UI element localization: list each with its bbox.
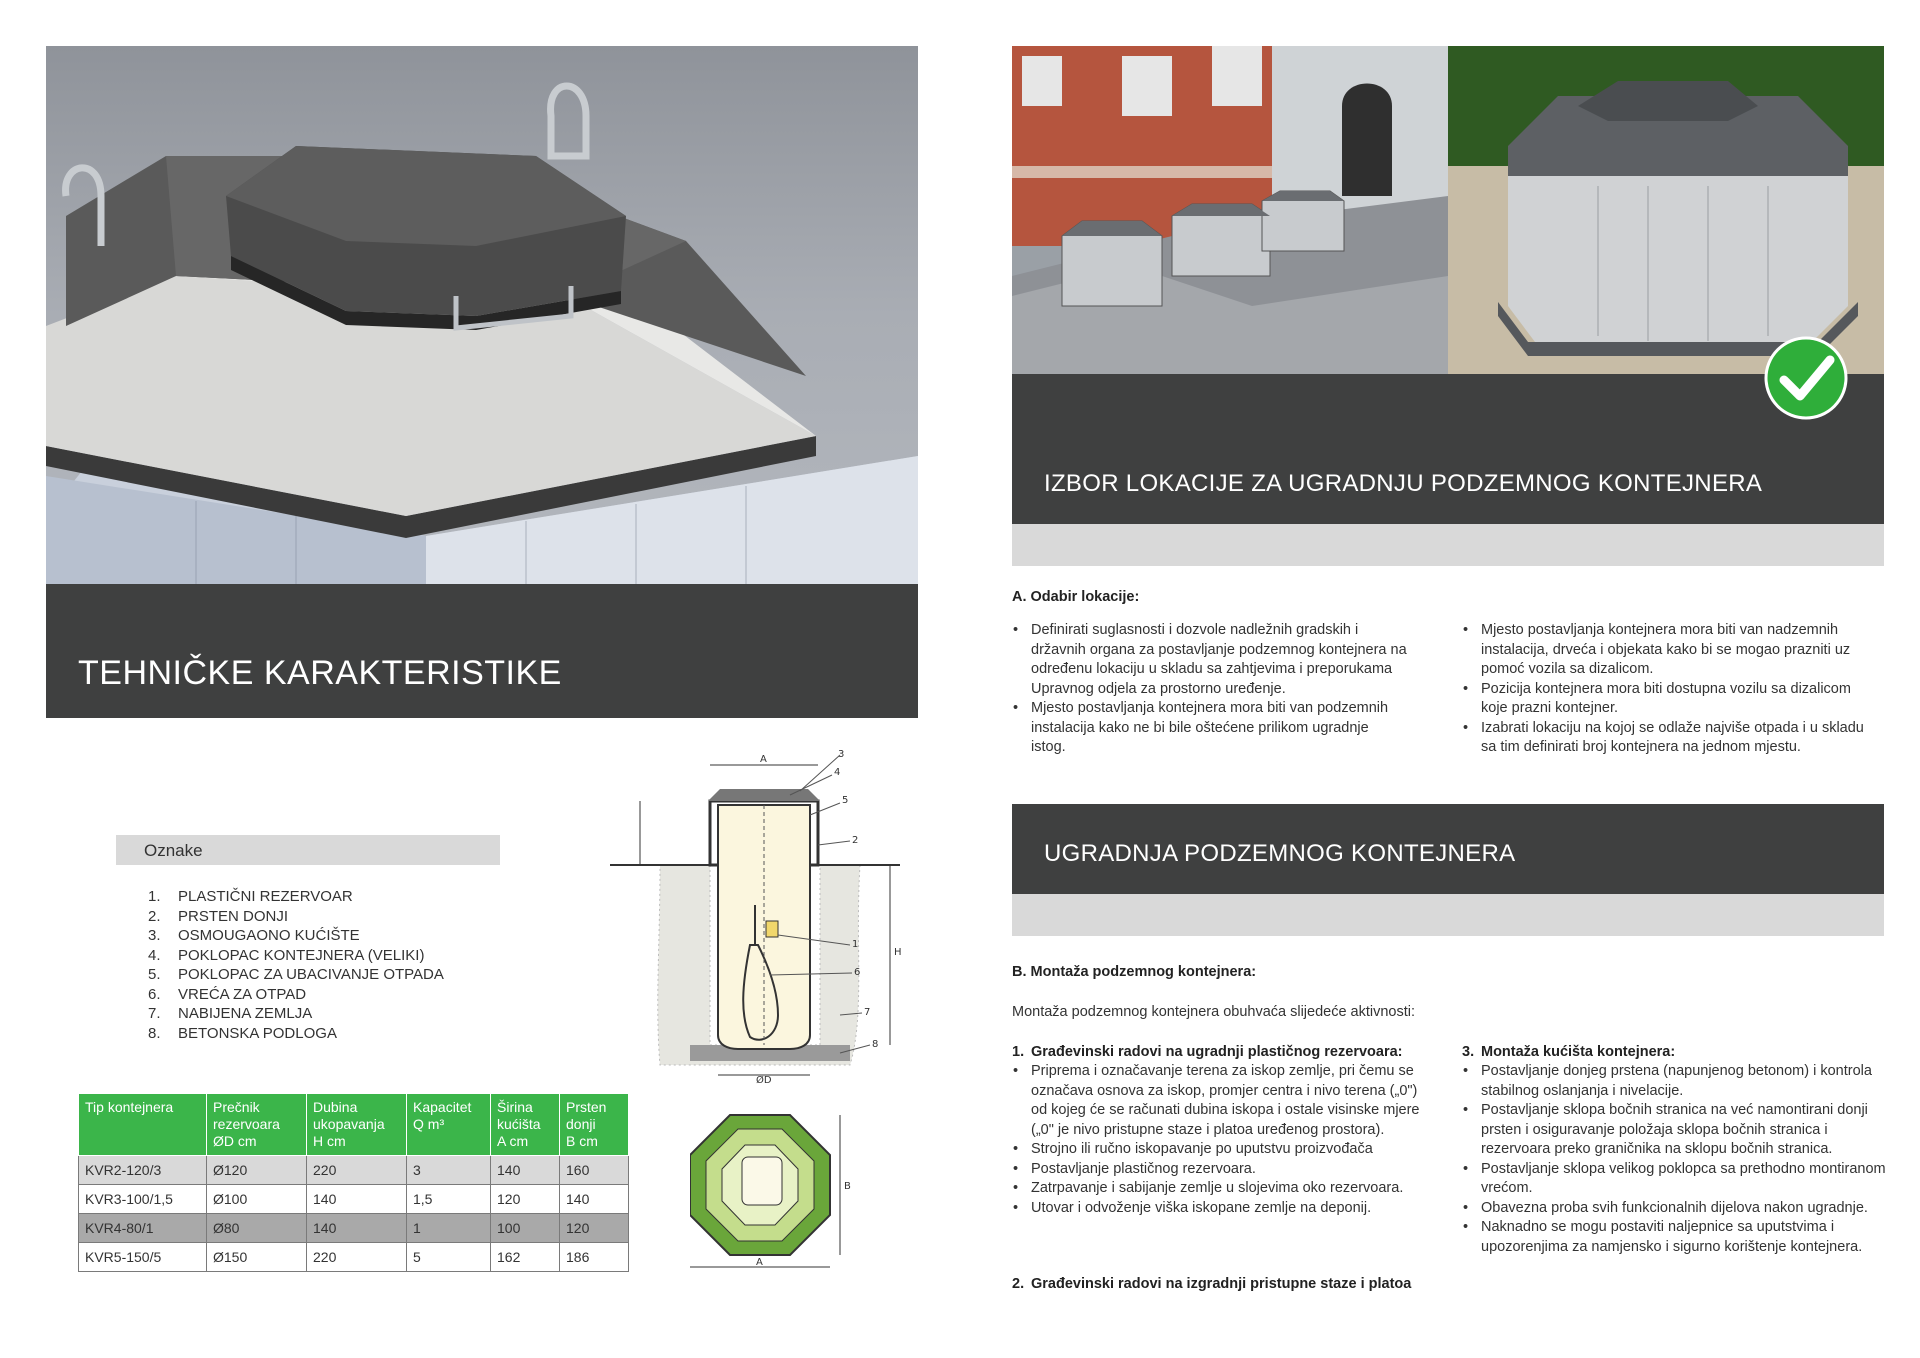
legend-heading-bar: [116, 835, 500, 865]
step-1-heading: 1. Građevinski radovi na ugradnji plastičnog rezervoara:: [1012, 1044, 1403, 1060]
list-item: • Obavezna proba svih funkcionalnih dijelova nakon ugradnje.: [1462, 1199, 1886, 1219]
list-item: • Zatrpavanje i sabijanje zemlje u slojevima oko rezervoara.: [1012, 1179, 1437, 1199]
title-band: [46, 584, 918, 718]
grey-bar: [1012, 894, 1884, 936]
section-b-intro: Montaža podzemnog kontejnera obuhvaća slijedeće aktivnosti:: [1012, 1004, 1416, 1020]
table-row: KVR3-100/1,5 Ø100 140 1,5 120 140: [79, 1185, 629, 1214]
dim-label: A: [756, 1257, 763, 1268]
legend-item: 7. NABIJENA ZEMLJA: [148, 1005, 313, 1022]
step-3-heading: 3. Montaža kućišta kontejnera:: [1462, 1044, 1676, 1060]
section-title-band: [1012, 374, 1884, 524]
legend-heading: Oznake: [144, 841, 203, 860]
list-item: • Postavljanje donjeg prstena (napunjenog betonom) i kontrola stabilnog oslanjanja i nivelacije.: [1462, 1062, 1886, 1101]
list-item: • Definirati suglasnosti i dozvole nadležnih gradskih i državnih organa za postavljanje podzemnog kontejnera na određenu lokaciju u skladu sa zahtjevima i preporukama Upravnog odjela za prostorno uređenje.: [1012, 621, 1407, 699]
street-containers-photo: [1012, 46, 1448, 374]
table-header: Širina kućišta A cm: [491, 1094, 560, 1156]
step-3-list: [1462, 1062, 1886, 1257]
container-render-photo: [46, 46, 918, 718]
table-header: Prečnik rezervoara ØD cm: [207, 1094, 307, 1156]
section-title-band: [1012, 804, 1884, 894]
list-item: • Postavljanje sklopa bočnih stranica na već namontirani donji prsten i osiguravanje položaja sklopa bočnih stranica i rezervoara preko graničnika na sklopu bočnih stranica.: [1462, 1101, 1886, 1160]
page-title: TEHNIČKE KARAKTERISTIKE: [78, 654, 562, 692]
section-b-heading: B. Montaža podzemnog kontejnera:: [1012, 964, 1257, 980]
dim-label: A: [760, 754, 767, 765]
list-item: • Mjesto postavljanja kontejnera mora biti van podzemnih instalacija kako ne bi bile oštećene prilikom ugradnje istog.: [1012, 699, 1407, 758]
checkmark-icon: [1764, 336, 1848, 420]
list-item: • Izabrati lokaciju na kojoj se odlaže najviše otpada i u skladu sa tim definirati broj kontejnera na jednom mjestu.: [1462, 719, 1872, 758]
table-row: KVR2-120/3 Ø120 220 3 140 160: [79, 1156, 629, 1185]
legend-item: 2. PRSTEN DONJI: [148, 907, 289, 925]
table-row: KVR4-80/1 Ø80 140 1 100 120: [79, 1214, 629, 1243]
table-header-row: [79, 1094, 629, 1156]
list-item: • Postavljanje plastičnog rezervoara.: [1012, 1160, 1437, 1180]
callout-label: 2: [852, 835, 859, 846]
cross-section-diagram: [600, 745, 920, 1085]
legend-item: 6. VREĆA ZA OTPAD: [148, 985, 307, 1003]
top-view-diagram: [690, 1095, 860, 1275]
section-title: IZBOR LOKACIJE ZA UGRADNJU PODZEMNOG KONTEJNERA: [1044, 470, 1763, 497]
legend-item: 8. BETONSKA PODLOGA: [148, 1024, 337, 1042]
callout-label: 6: [854, 967, 861, 978]
list-item: • Pozicija kontejnera mora biti dostupna vozilu sa dizalicom koje prazni kontejner.: [1462, 680, 1872, 719]
installed-container-photo: [1448, 46, 1884, 374]
callout-label: 7: [864, 1007, 871, 1018]
grey-bar: [1012, 524, 1884, 566]
list-item: • Mjesto postavljanja kontejnera mora biti van nadzemnih instalacija, drveća i objekata kako bi se mogao prazniti uz pomoć vozila sa dizalicom.: [1462, 621, 1872, 680]
legend-list: [148, 887, 508, 1043]
table-header: Dubina ukopavanja H cm: [307, 1094, 407, 1156]
dim-label: ØD: [756, 1075, 772, 1085]
list-item: • Utovar i odvoženje viška iskopane zemlje na deponij.: [1012, 1199, 1437, 1219]
list-item: • Strojno ili ručno iskopavanje po uputstvu proizvođača: [1012, 1140, 1437, 1160]
section-a-list-left: [1012, 621, 1407, 758]
dim-label: H: [894, 947, 902, 958]
section-a-heading: A. Odabir lokacije:: [1012, 589, 1140, 605]
legend-item: 5. POKLOPAC ZA UBACIVANJE OTPADA: [148, 966, 444, 983]
step-2-heading: 2. Građevinski radovi na izgradnji pristupne staze i platoa: [1012, 1276, 1412, 1292]
legend-item: 1. PLASTIČNI REZERVOAR: [148, 888, 353, 905]
table-row: KVR5-150/5 Ø150 220 5 162 186: [79, 1243, 629, 1272]
callout-label: 4: [834, 767, 841, 778]
callout-label: 8: [872, 1039, 879, 1050]
dim-label: B: [844, 1181, 851, 1192]
table-header: Tip kontejnera: [79, 1094, 207, 1156]
table-header: Prsten donji B cm: [560, 1094, 629, 1156]
table-header: Kapacitet Q m³: [407, 1094, 491, 1156]
section-a-list-right: [1462, 621, 1872, 758]
legend-item: 4. POKLOPAC KONTEJNERA (VELIKI): [148, 946, 425, 964]
step-1-list: [1012, 1062, 1437, 1218]
octagonal-container-render: [46, 46, 918, 584]
spec-table: [78, 1093, 629, 1272]
list-item: • Priprema i označavanje terena za iskop zemlje, pri čemu se označava osnova za iskop, promjer centra i nivo terena („0") od kojeg će se računati dubina iskopa i ostale visinske mjere („0" je nivo pristupne staze i platoa uređenog prostora).: [1012, 1062, 1437, 1140]
section-title: UGRADNJA PODZEMNOG KONTEJNERA: [1044, 840, 1516, 867]
callout-label: 3: [838, 749, 845, 760]
callout-label: 1: [852, 939, 859, 950]
legend-item: 3. OSMOUGAONO KUĆIŠTE: [148, 927, 360, 944]
callout-label: 5: [842, 795, 849, 806]
list-item: • Naknadno se mogu postaviti naljepnice sa uputstvima i upozorenjima za namjensko i sigurno korištenje kontejnera.: [1462, 1218, 1886, 1257]
list-item: • Postavljanje sklopa velikog poklopca sa prethodno montiranom vrećom.: [1462, 1160, 1886, 1199]
